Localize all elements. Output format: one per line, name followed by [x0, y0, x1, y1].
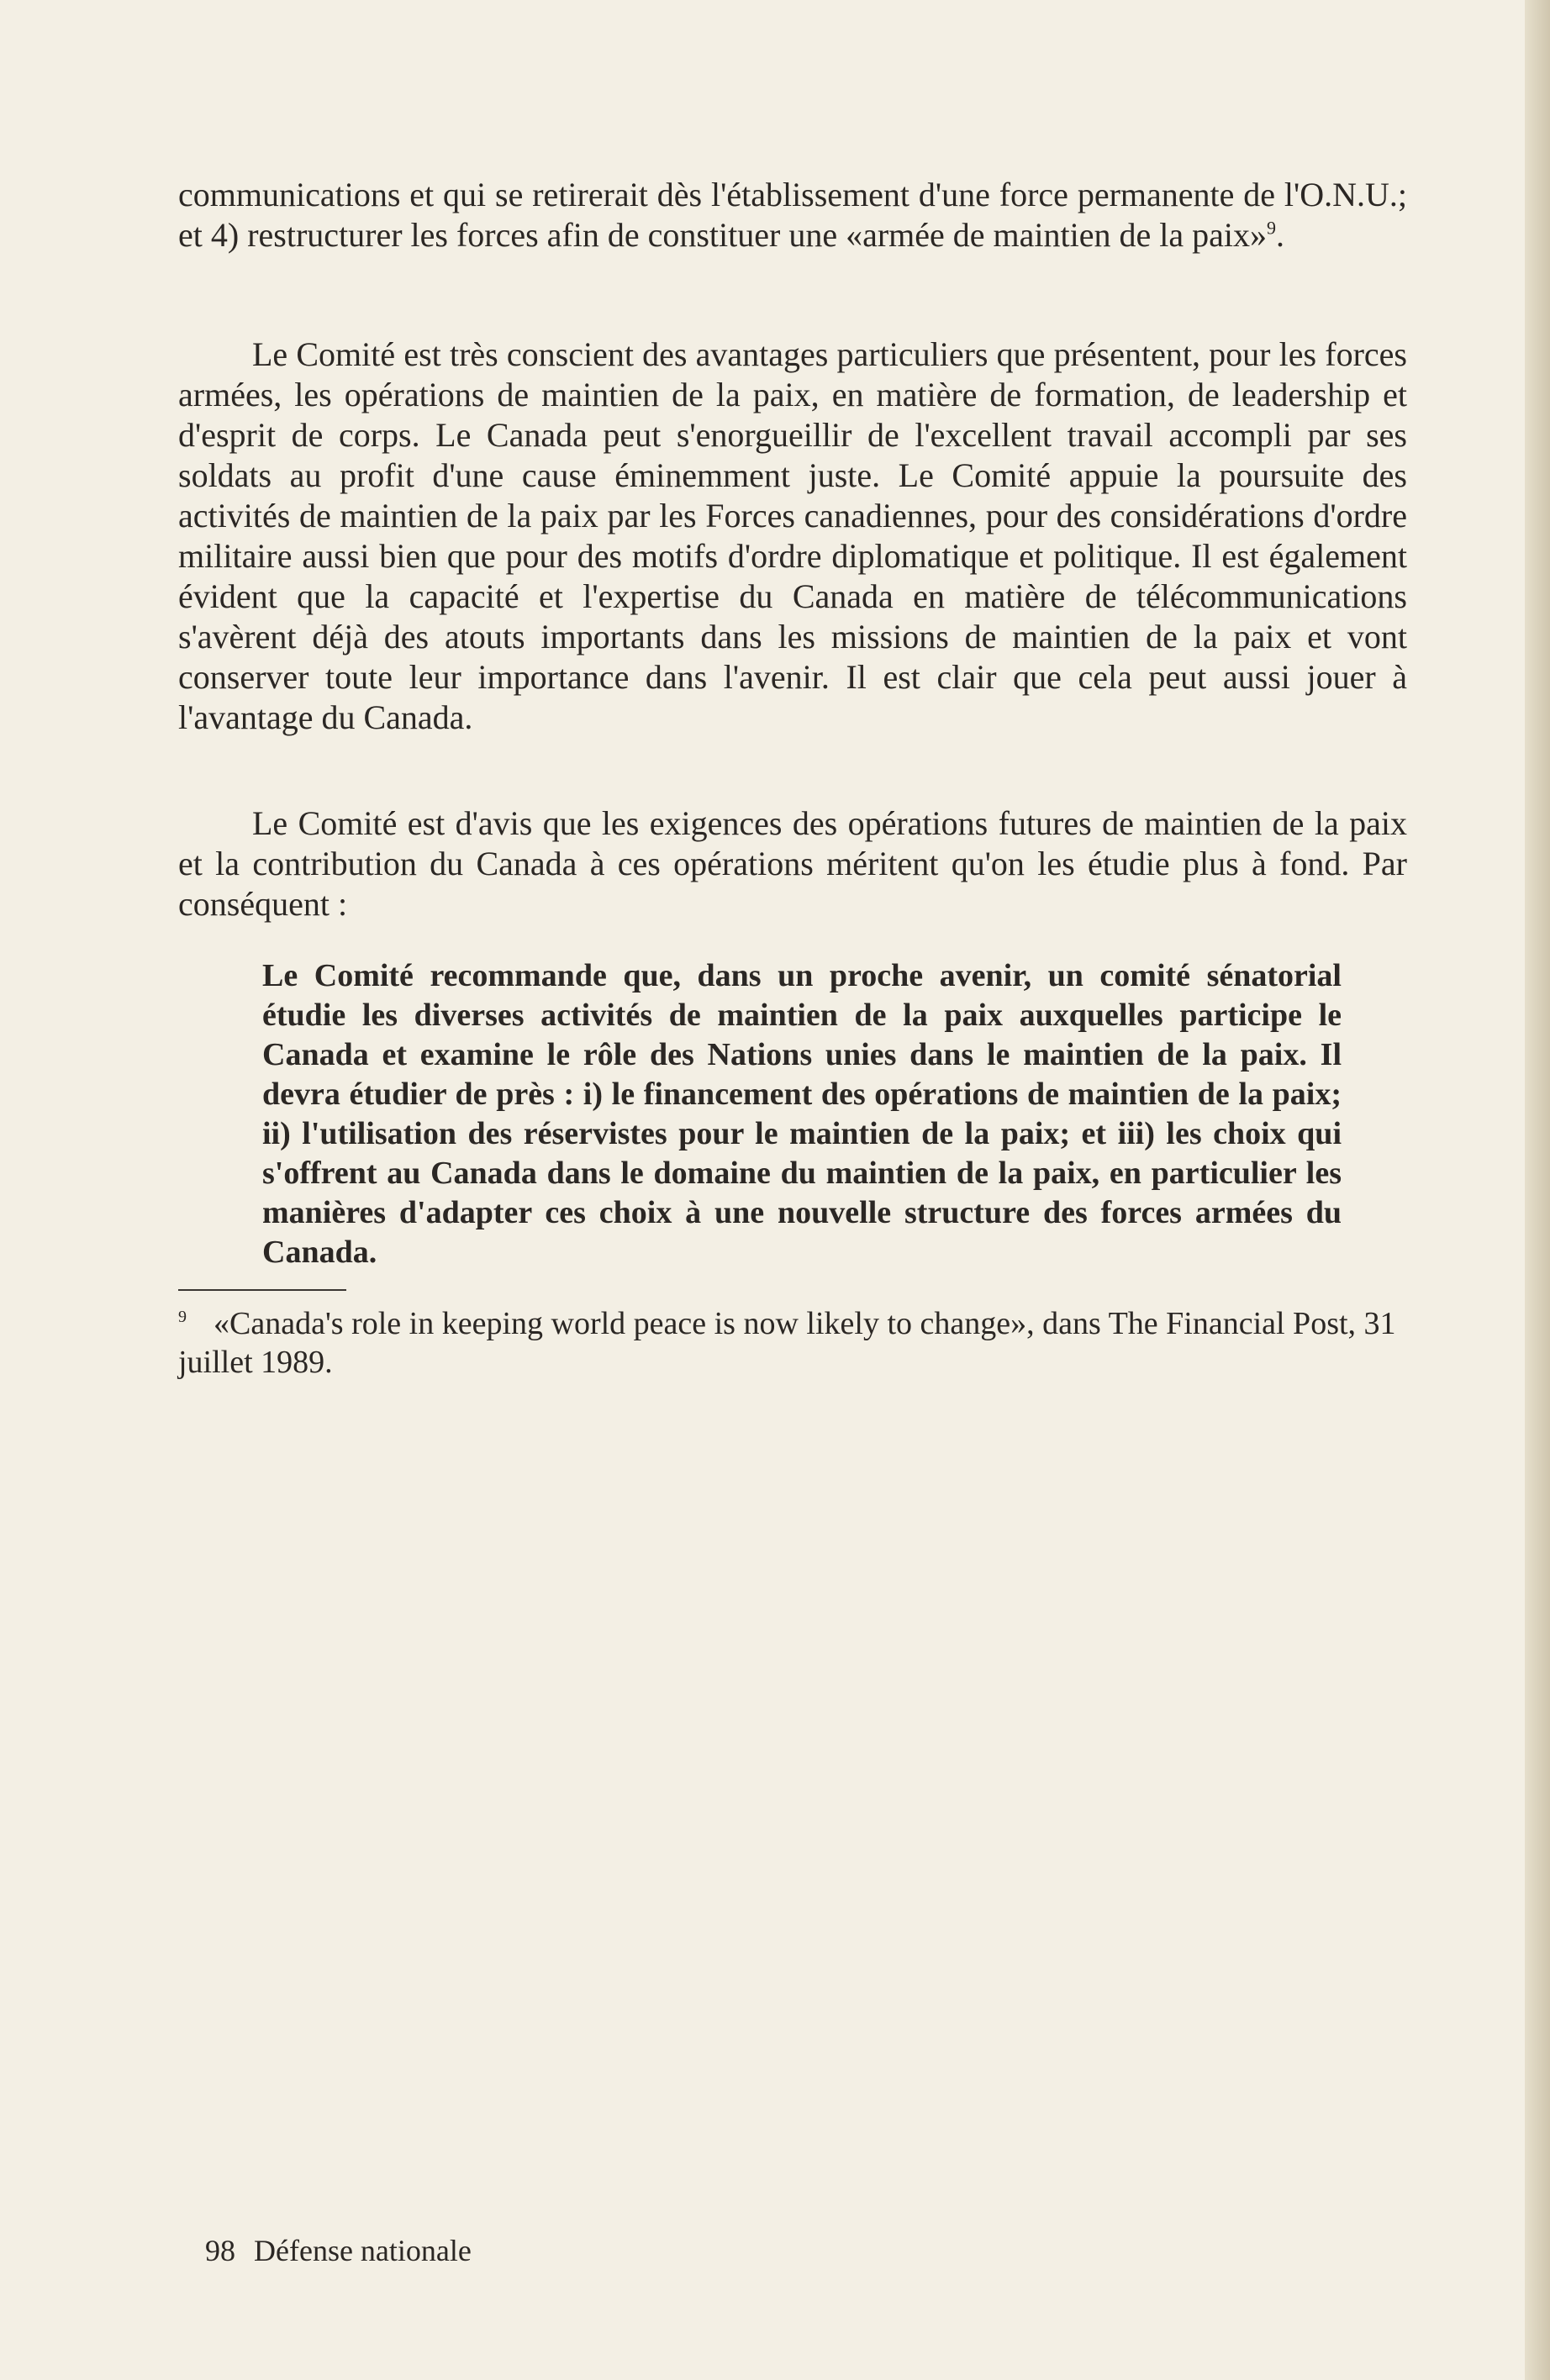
footnote: 9 «Canada's role in keeping world peace is now likely to change», dans The Financial Post, 31 juillet 1989. [178, 1306, 1396, 1380]
paragraph-continuation [178, 175, 1407, 255]
footnote-text: «Canada's role in keeping world peace is now likely to change», dans The Financial Post, 31 juillet 1989. [178, 1306, 1396, 1380]
continuation-text: communications et qui se retirerait dès l'établissement d'une force permanente de l'O.N.U.; et 4) restructurer les forces afin de constituer une «armée de maintien de la paix» [178, 176, 1407, 254]
page-edge [1525, 0, 1550, 2380]
page-number: 98 [205, 2234, 235, 2267]
paragraph-advantages-text: Le Comité est très conscient des avantages particuliers que présentent, pour les forces armées, les opérations de maintien de la paix, en matière de formation, de leadership et d'esprit de corps. Le Canada peut s'enorgueillir de l'excellent travail accompli par ses soldats au profit d'une cause éminemment juste. Le Comité appuie la poursuite des activités de maintien de la paix par les Forces canadiennes, pour des considérations d'ordre militaire aussi bien que pour des motifs d'ordre diplomatique et politique. Il est également évident que la capacité et l'expertise du Canada en matière de télécommunications s'avèrent déjà des atouts importants dans les missions de maintien de la paix et vont conserver toute leur importance dans l'avenir. Il est clair que cela peut aussi jouer à l'avantage du Canada. [178, 335, 1407, 736]
paragraph-advantages [178, 334, 1407, 738]
paragraph-requirements-text: Le Comité est d'avis que les exigences des opérations futures de maintien de la paix et la contribution du Canada à ces opérations méritent qu'on les étudie plus à fond. Par conséquent : [178, 804, 1407, 923]
continuation-end: . [1276, 216, 1284, 254]
footnote-reference: 9 [1267, 217, 1276, 239]
footnote-divider [178, 1289, 346, 1291]
paragraph-requirements [178, 803, 1407, 924]
running-title: Défense nationale [254, 2234, 472, 2267]
page-footer [205, 2232, 472, 2269]
committee-recommendation: Le Comité recommande que, dans un proche avenir, un comité sénatorial étudie les diverses activités de maintien de la paix auxquelles participe le Canada et examine le rôle des Nations unies dans le maintien de la paix. Il devra étudier de près : i) le financement des opérations de maintien de la paix; ii) l'utilisation des réservistes pour le maintien de la paix; et iii) les choix qui s'offrent au Canada dans le domaine du maintien de la paix, en particulier les manières d'adapter ces choix à une nouvelle structure des forces armées du Canada. [262, 958, 1342, 1270]
